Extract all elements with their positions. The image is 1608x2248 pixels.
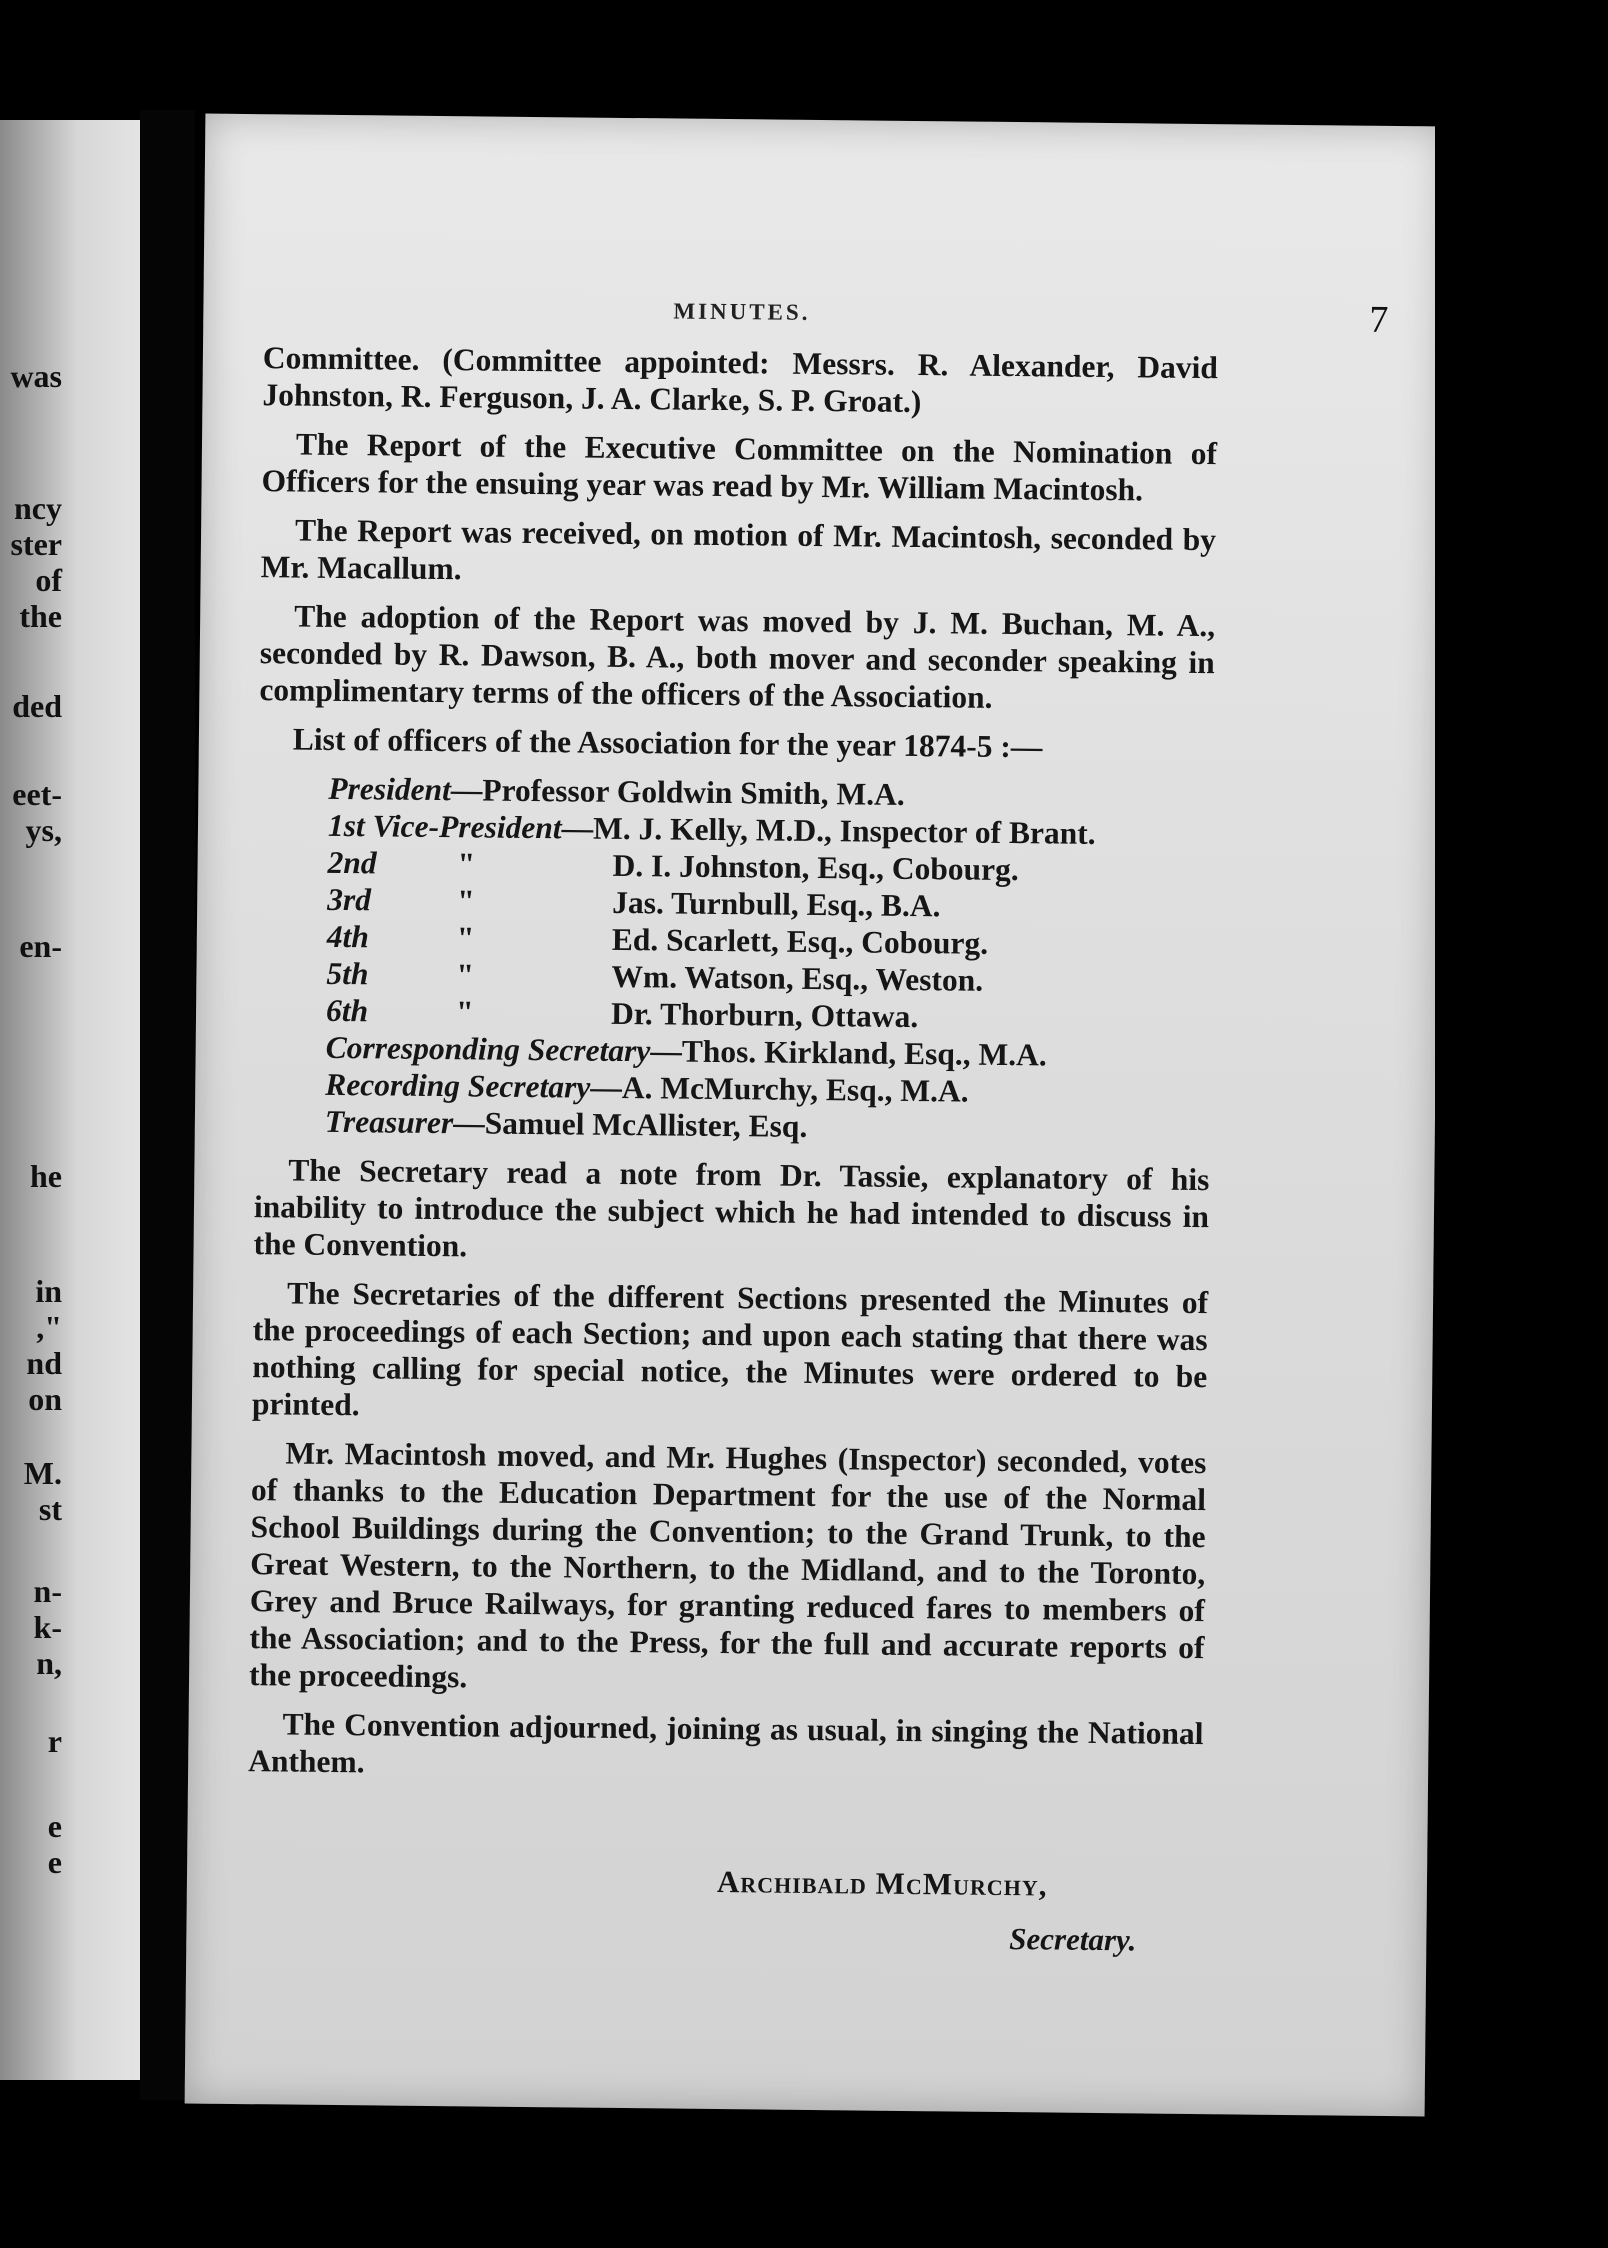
ditto-mark: " [455,994,474,1030]
ditto-mark: " [456,957,475,993]
scan-border [1435,100,1608,2248]
paragraph: The Report was received, on motion of Mr. Macintosh, seconded by Mr. Macallum. [260,512,1217,587]
ditto-mark: " [456,920,475,956]
ditto-mark: " [457,846,476,882]
left-fragment-text: the [19,598,62,634]
page-number: 7 [1369,298,1389,341]
paragraph: The adoption of the Report was moved by J. M. Buchan, M. A., seconded by R. Dawson, B. A., both mover and seconder speaking in complimentary terms of the officers of the Association. [259,598,1216,715]
left-fragment-text: eet- [12,776,62,812]
paragraph: List of officers of the Association for the year 1874-5 :— [292,721,1043,765]
left-fragment-text: en- [19,928,62,964]
paragraph: The Report of the Executive Committee on the Nomination of Officers for the ensuing year was read by Mr. William Macintosh. [261,426,1218,508]
officer-name: Ed. Scarlett, Esq., Cobourg. [611,921,989,961]
document-page [185,114,1446,2117]
left-fragment-text: of [35,562,62,598]
ditto-mark: " [457,883,475,919]
signature-role: Secretary. [1009,1921,1137,1958]
left-fragment-text: he [30,1158,62,1194]
left-fragment-text: in [35,1273,62,1309]
left-fragment-text: st [38,1491,62,1527]
left-fragment-text: r [47,1723,62,1759]
left-fragment-text: e [47,1844,62,1880]
officer-ordinal: 4th [326,918,370,955]
left-fragment-text: nd [26,1345,62,1381]
left-fragment-text: on [28,1381,62,1417]
officer-name: —Professor Goldwin Smith, M.A. [450,772,905,812]
officer-name: Dr. Thorburn, Ottawa. [610,995,919,1035]
officer-name: —A. McMurchy, Esq., M.A. [590,1069,969,1109]
officer-title: Recording Secretary [325,1066,591,1105]
paragraph: The Secretaries of the different Sections presented the Minutes of the proceedings of each Section; and upon each stating that there was nothing calling for special notice, the Minutes were ordered to be printed. [251,1275,1209,1423]
officer-name: Jas. Turnbull, Esq., B.A. [612,884,941,924]
officer-name: —Thos. Kirkland, Esq., M.A. [650,1033,1047,1073]
officer-ordinal: 5th [326,955,369,992]
body-text [248,339,1218,1801]
signature-block [716,1864,1137,1958]
running-head: MINUTES. [673,298,811,325]
left-fragment-text: ded [12,688,62,724]
left-fragment-text: M. [23,1455,62,1491]
paragraph: Committee. (Committee appointed: Messrs. R. Alexander, David Johnston, R. Ferguson, J. A. Clarke, S. P. Groat.) [262,340,1219,420]
left-fragment-text: was [10,358,62,394]
paragraph: The Convention adjourned, joining as usual, in singing the National Anthem. [248,1706,1204,1780]
left-fragment-text: n- [33,1573,62,1609]
officer-name: Wm. Watson, Esq., Weston. [611,958,984,998]
officer-title: Corresponding Secretary [325,1029,651,1069]
left-fragment-text: e [47,1808,62,1844]
officer-title: 1st Vice-President [327,807,562,846]
officer-title: President [328,770,452,808]
officer-name: —M. J. Kelly, M.D., Inspector of Brant. [561,810,1096,851]
officer-name: D. I. Johnston, Esq., Cobourg. [612,847,1019,888]
officer-ordinal: 6th [325,992,369,1029]
paragraph: Mr. Macintosh moved, and Mr. Hughes (Inspector) seconded, votes of thanks to the Education Department for the use of the Normal School Buildings during the Convention; to the Grand Trunk, to the Great Western, to the Northern, to the Midland, and to the Toronto, Grey and Bruce Railways, for granting reduced fares to members of the Association; and to the Press, for the full and accurate reports of the proceedings. [248,1435,1207,1695]
left-fragment-text: ncy [14,490,62,526]
officer-ordinal: 3rd [327,881,372,918]
paragraph: The Secretary read a note from Dr. Tassie, explanatory of his inability to introduce the subject which he had intended to discuss in the Convention. [253,1152,1210,1264]
officer-row [325,1103,1210,1149]
left-fragment-text: n, [36,1645,62,1681]
left-fragment-text: ster [10,526,62,562]
officers-list [255,769,1214,1149]
officer-ordinal: 2nd [327,844,377,881]
officer-name: —Samuel McAllister, Esq. [453,1105,808,1144]
officer-title: Treasurer [324,1103,454,1141]
left-fragment-text: k- [33,1609,62,1645]
left-fragment-text: ," [36,1309,62,1345]
page-gutter [140,110,195,2100]
signature-name: Archibald McMurchy, [716,1864,1048,1903]
left-page-fragment [0,120,140,2080]
left-fragment-text: ys, [25,812,62,848]
page-header [203,294,1443,347]
